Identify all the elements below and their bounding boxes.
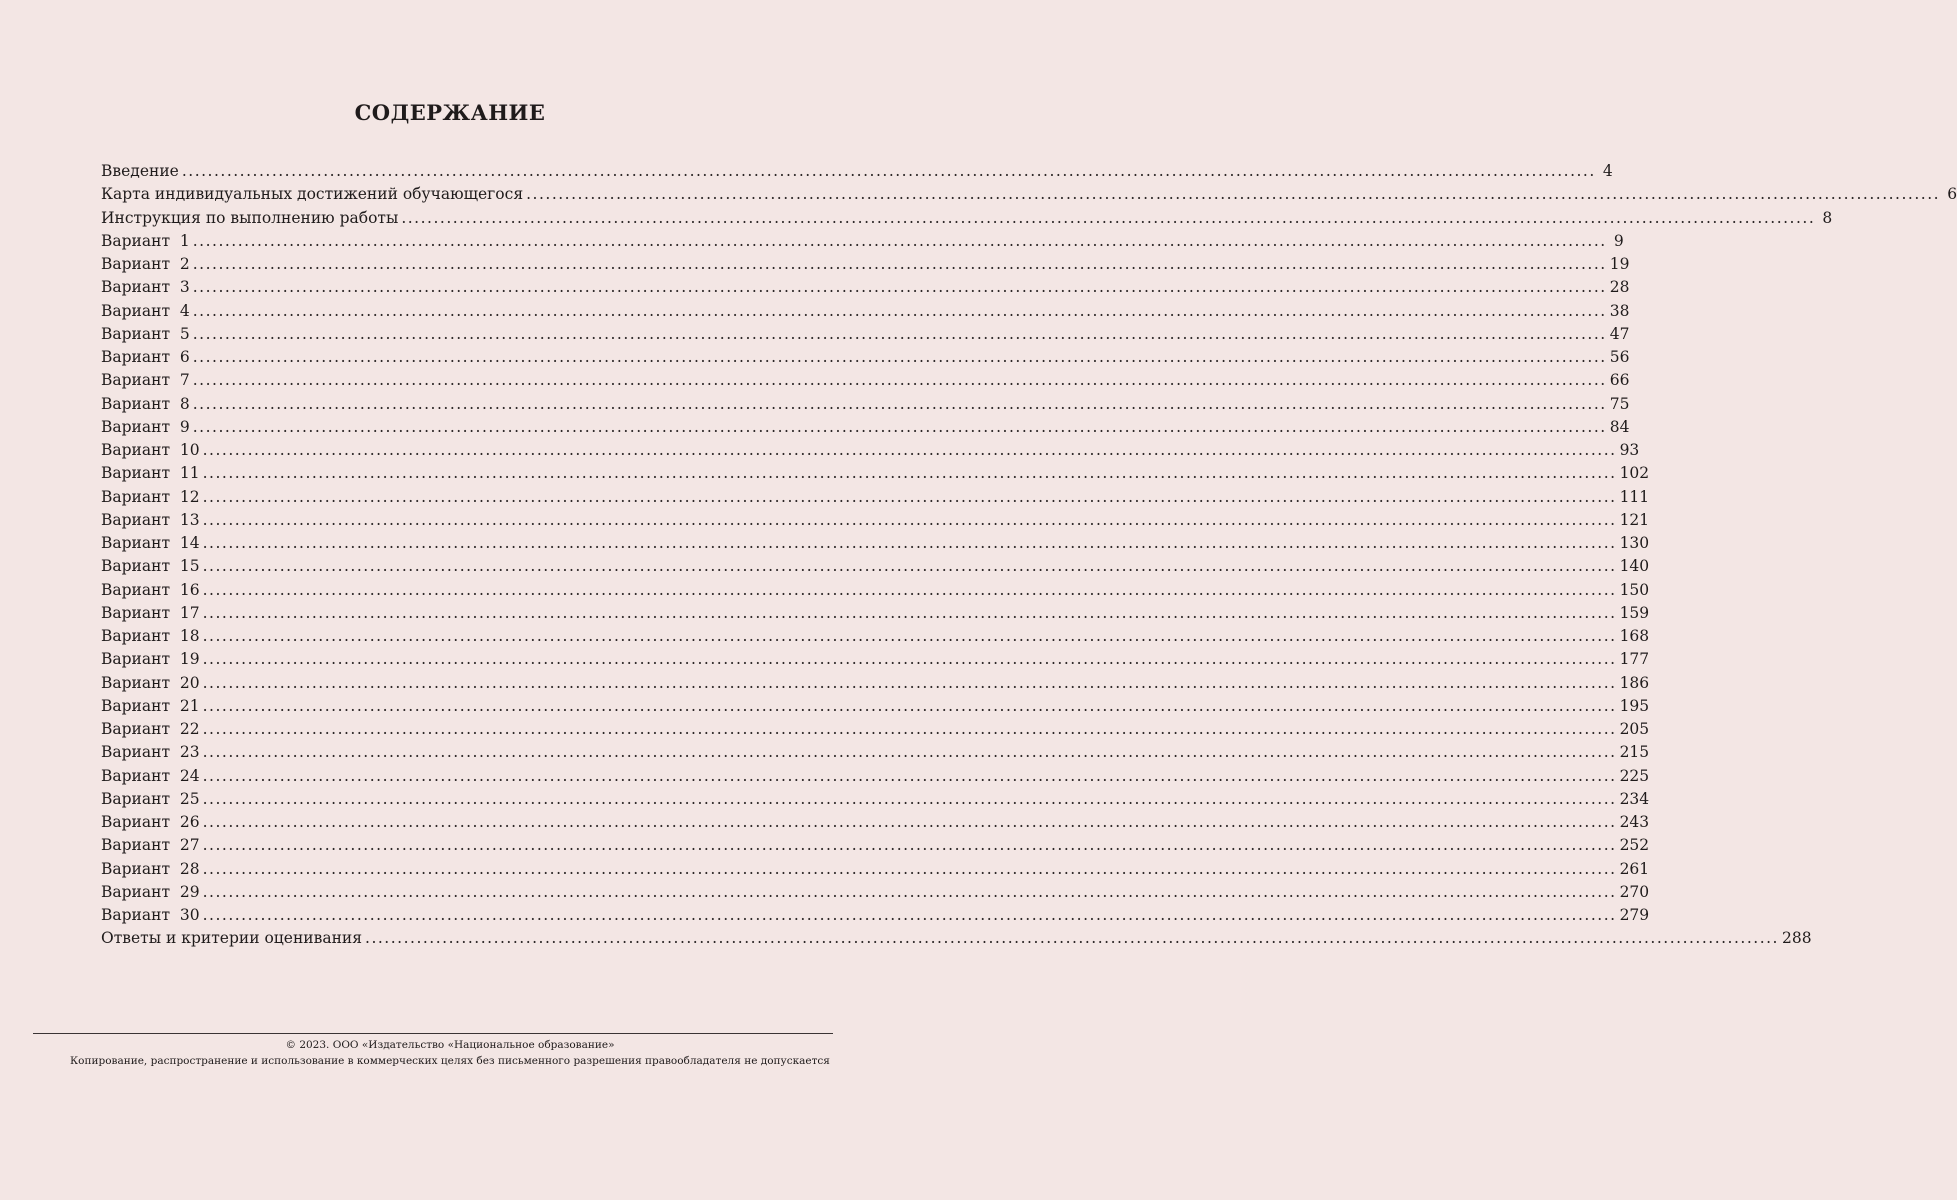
toc-entry-label: Вариант 24 <box>101 766 200 785</box>
toc-page-number: 56 <box>1609 348 1630 366</box>
footer-divider <box>33 1033 833 1034</box>
toc-leader-dots: ............................................................................................................................................................................................................................ <box>202 441 1617 459</box>
toc-page-number: 270 <box>1619 882 1650 901</box>
toc-leader-dots: ............................................................................................................................................................................................................................ <box>202 696 1617 715</box>
toc-row <box>101 439 1640 462</box>
footer-notice: Копирование, распространение и использование в коммерческих целях без письменного разрешения правообладателя не допускается <box>70 1055 830 1067</box>
toc-entry-label: Вариант 15 <box>101 557 200 576</box>
toc-entry-label: Вариант 30 <box>101 906 200 924</box>
toc-leader-dots: ............................................................................................................................................................................................................................ <box>192 231 1607 250</box>
toc-row <box>101 695 1650 718</box>
toc-leader-dots: ............................................................................................................................................................................................................................ <box>202 766 1617 785</box>
toc-entry-label: Вариант 28 <box>101 859 200 878</box>
toc-page-number: 111 <box>1619 487 1650 506</box>
toc-page-number: 66 <box>1609 371 1630 390</box>
toc-leader-dots: ............................................................................................................................................................................................................................ <box>202 650 1617 669</box>
toc-leader-dots: ............................................................................................................................................................................................................................ <box>202 882 1617 901</box>
toc-page-number: 9 <box>1613 231 1624 250</box>
toc-entry-label: Вариант 4 <box>101 301 190 320</box>
toc-row <box>101 788 1650 811</box>
toc-entry-label: Вариант 26 <box>101 813 200 831</box>
toc-row <box>101 648 1650 671</box>
toc-row <box>101 811 1650 834</box>
page-title: СОДЕРЖАНИЕ <box>354 100 546 125</box>
toc-page-number: 28 <box>1609 278 1630 297</box>
toc-entry-label: Вариант 13 <box>101 510 200 529</box>
toc-entry-label: Вариант 17 <box>101 603 200 622</box>
toc-entry-label: Вариант 9 <box>101 417 190 436</box>
toc-entry-label: Вариант 25 <box>101 789 200 808</box>
toc-row <box>101 858 1650 881</box>
toc-row <box>101 765 1650 788</box>
toc-row <box>101 207 1833 230</box>
toc-leader-dots: ............................................................................................................................................................................................................................ <box>401 208 1816 227</box>
toc-page-number: 84 <box>1609 417 1630 436</box>
toc-entry-label: Вариант 3 <box>101 278 190 297</box>
toc-leader-dots: ............................................................................................................................................................................................................................ <box>202 813 1617 831</box>
toc-page-number: 234 <box>1619 789 1650 808</box>
toc-page-number: 8 <box>1822 208 1833 227</box>
toc-row <box>101 346 1630 369</box>
toc-leader-dots: ............................................................................................................................................................................................................................ <box>202 464 1617 483</box>
toc-row <box>101 253 1630 276</box>
toc-page-number: 47 <box>1609 324 1630 343</box>
toc-leader-dots: ............................................................................................................................................................................................................................ <box>202 836 1617 855</box>
toc-row <box>101 486 1650 509</box>
toc-entry-label: Вариант 16 <box>101 580 200 599</box>
toc-page-number: 159 <box>1619 603 1650 622</box>
toc-row <box>101 602 1650 625</box>
toc-page-number: 215 <box>1619 743 1650 762</box>
toc-entry-label: Вариант 23 <box>101 743 200 762</box>
toc-entry-label: Вариант 19 <box>101 650 200 669</box>
toc-row <box>101 927 1812 950</box>
toc-entry-label: Инструкция по выполнению работы <box>101 208 399 227</box>
toc-row <box>101 416 1630 439</box>
toc-leader-dots: ............................................................................................................................................................................................................................ <box>365 929 1779 948</box>
toc-entry-label: Вариант 5 <box>101 324 190 343</box>
toc-page-number: 75 <box>1609 394 1630 413</box>
toc-page-number: 4 <box>1602 162 1613 180</box>
toc-page-number: 168 <box>1619 627 1650 645</box>
toc-leader-dots: ............................................................................................................................................................................................................................ <box>202 603 1617 622</box>
toc-leader-dots: ............................................................................................................................................................................................................................ <box>202 720 1617 738</box>
toc-entry-label: Вариант 10 <box>101 441 200 459</box>
toc-row <box>101 276 1630 299</box>
toc-page-number: 195 <box>1619 696 1650 715</box>
toc-leader-dots: ............................................................................................................................................................................................................................ <box>526 185 1941 204</box>
toc-row <box>101 672 1650 695</box>
toc-leader-dots: ............................................................................................................................................................................................................................ <box>202 487 1617 506</box>
toc-leader-dots: ............................................................................................................................................................................................................................ <box>192 324 1607 343</box>
toc-page-number: 6 <box>1947 185 1957 204</box>
toc-row <box>101 904 1650 927</box>
toc-page-number: 150 <box>1619 580 1650 599</box>
toc-row <box>101 741 1650 764</box>
toc-leader-dots: ............................................................................................................................................................................................................................ <box>192 278 1607 297</box>
toc-page-number: 102 <box>1619 464 1650 483</box>
table-of-contents <box>101 160 1957 951</box>
toc-leader-dots: ............................................................................................................................................................................................................................ <box>202 906 1617 924</box>
toc-leader-dots: ............................................................................................................................................................................................................................ <box>202 580 1617 599</box>
toc-leader-dots: ............................................................................................................................................................................................................................ <box>192 255 1607 273</box>
toc-row <box>101 579 1650 602</box>
toc-page-number: 121 <box>1619 510 1650 529</box>
toc-row <box>101 532 1650 555</box>
toc-entry-label: Вариант 6 <box>101 348 190 366</box>
toc-entry-label: Введение <box>101 162 179 180</box>
toc-row <box>101 834 1650 857</box>
toc-page-number: 205 <box>1619 720 1650 738</box>
toc-page-number: 140 <box>1619 557 1650 576</box>
toc-row <box>101 718 1650 741</box>
toc-row <box>101 881 1650 904</box>
toc-page-number: 279 <box>1619 906 1650 924</box>
toc-page-number: 38 <box>1609 301 1630 320</box>
toc-entry-label: Вариант 18 <box>101 627 200 645</box>
toc-page-number: 252 <box>1619 836 1650 855</box>
toc-entry-label: Вариант 20 <box>101 673 200 692</box>
toc-entry-label: Ответы и критерии оценивания <box>101 929 363 948</box>
toc-row <box>101 555 1650 578</box>
toc-entry-label: Вариант 1 <box>101 231 190 250</box>
toc-entry-label: Вариант 11 <box>101 464 200 483</box>
toc-page-number: 261 <box>1619 859 1650 878</box>
toc-entry-label: Вариант 27 <box>101 836 200 855</box>
toc-page-number: 93 <box>1619 441 1640 459</box>
toc-leader-dots: ............................................................................................................................................................................................................................ <box>192 301 1607 320</box>
toc-leader-dots: ............................................................................................................................................................................................................................ <box>202 673 1617 692</box>
toc-entry-label: Вариант 14 <box>101 534 200 552</box>
toc-page-number: 243 <box>1619 813 1650 831</box>
toc-row <box>101 393 1630 416</box>
toc-entry-label: Вариант 21 <box>101 696 200 715</box>
toc-leader-dots: ............................................................................................................................................................................................................................ <box>202 627 1617 645</box>
toc-entry-label: Карта индивидуальных достижений обучающегося <box>101 185 524 204</box>
toc-entry-label: Вариант 29 <box>101 882 200 901</box>
toc-row <box>101 462 1650 485</box>
toc-row <box>101 509 1650 532</box>
toc-row <box>101 625 1650 648</box>
toc-leader-dots: ............................................................................................................................................................................................................................ <box>202 743 1617 762</box>
toc-row <box>101 323 1630 346</box>
toc-page-number: 130 <box>1619 534 1650 552</box>
toc-page-number: 288 <box>1781 929 1812 948</box>
toc-entry-label: Вариант 2 <box>101 255 190 273</box>
toc-row <box>101 369 1630 392</box>
toc-page-number: 225 <box>1619 766 1650 785</box>
toc-leader-dots: ............................................................................................................................................................................................................................ <box>202 510 1617 529</box>
toc-entry-label: Вариант 12 <box>101 487 200 506</box>
toc-entry-label: Вариант 7 <box>101 371 190 390</box>
toc-row <box>101 300 1630 323</box>
toc-page-number: 19 <box>1609 255 1630 273</box>
footer-copyright: © 2023. ООО «Издательство «Национальное образование» <box>285 1039 615 1051</box>
toc-row <box>101 160 1613 183</box>
toc-leader-dots: ............................................................................................................................................................................................................................ <box>202 859 1617 878</box>
toc-leader-dots: ............................................................................................................................................................................................................................ <box>202 557 1617 576</box>
toc-entry-label: Вариант 8 <box>101 394 190 413</box>
toc-leader-dots: ............................................................................................................................................................................................................................ <box>192 394 1607 413</box>
toc-leader-dots: ............................................................................................................................................................................................................................ <box>192 348 1607 366</box>
toc-leader-dots: ............................................................................................................................................................................................................................ <box>202 789 1617 808</box>
toc-leader-dots: ............................................................................................................................................................................................................................ <box>181 162 1596 180</box>
toc-leader-dots: ............................................................................................................................................................................................................................ <box>192 371 1607 390</box>
toc-leader-dots: ............................................................................................................................................................................................................................ <box>192 417 1607 436</box>
toc-entry-label: Вариант 22 <box>101 720 200 738</box>
toc-row <box>101 183 1957 206</box>
toc-page-number: 186 <box>1619 673 1650 692</box>
toc-page-number: 177 <box>1619 650 1650 669</box>
toc-row <box>101 230 1624 253</box>
toc-leader-dots: ............................................................................................................................................................................................................................ <box>202 534 1617 552</box>
